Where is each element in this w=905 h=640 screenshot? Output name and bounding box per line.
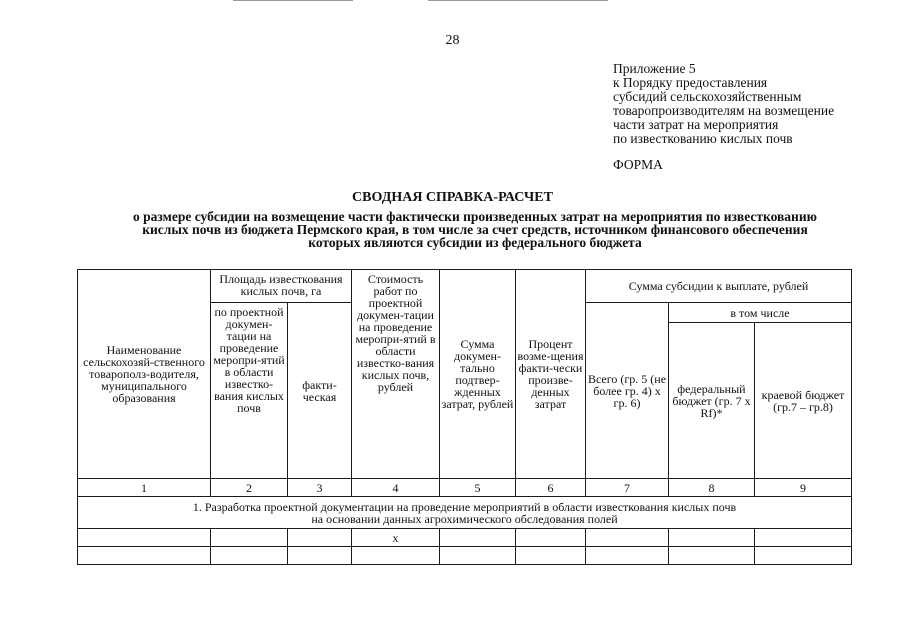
section-heading-line: 1. Разработка проектной документации на проведение мероприятий в области известкования кислых почв: [192, 499, 737, 514]
document-title: СВОДНАЯ СПРАВКА-РАСЧЕТ: [352, 190, 553, 205]
column-number: 6: [516, 479, 586, 497]
appendix-line: по известкованию кислых почв: [613, 131, 793, 146]
table-cell: [755, 547, 852, 565]
appendix-line: субсидий сельскохозяйственным: [613, 89, 802, 104]
table-cell: [516, 529, 586, 547]
column-number: 2: [211, 479, 288, 497]
header-area-actual: факти-ческая: [288, 303, 352, 479]
calculation-table: [77, 269, 852, 565]
appendix-line: Приложение 5: [613, 61, 696, 76]
table-cell: [288, 529, 352, 547]
subtitle-line: о размере субсидии на возмещение части фактически произведенных затрат на мероприятия по известкованию: [133, 209, 817, 224]
table-cell: x: [352, 529, 440, 547]
page-number: 28: [445, 33, 460, 48]
subtitle-line: кислых почв из бюджета Пермского края, в том числе за счет средств, источником финансового обеспечения: [142, 222, 808, 237]
scan-edge-line-left: [233, 0, 353, 1]
table-cell: [669, 529, 755, 547]
header-including: в том числе: [669, 303, 852, 323]
table-cell: [586, 547, 669, 565]
table-cell: [78, 547, 211, 565]
header-project-cost: Стоимость работ по проектной докумен-тации на проведение меропри-ятий в области известко-вания кислых почв, рублей: [352, 270, 440, 479]
column-number: 5: [440, 479, 516, 497]
column-number: 3: [288, 479, 352, 497]
section-heading-line: на основании данных агрохимического обследования полей: [311, 511, 618, 526]
table-cell: [516, 547, 586, 565]
table-cell: [440, 547, 516, 565]
header-area-project: по проектной докумен-тации на проведение меропри-ятий в области известко-вания кислых почв: [211, 303, 288, 479]
header-federal-budget: федеральный бюджет (гр. 7 x Rf)*: [669, 323, 755, 479]
table-cell: [669, 547, 755, 565]
column-number: 4: [352, 479, 440, 497]
table-cell: [352, 547, 440, 565]
table-cell: [288, 547, 352, 565]
section-heading: [78, 497, 852, 529]
subtitle-line: которых являются субсидии из федерального бюджета: [308, 235, 642, 250]
scan-edge-line-right: [428, 0, 608, 1]
appendix-line: к Порядку предоставления: [613, 75, 768, 90]
column-number: 8: [669, 479, 755, 497]
table-cell: [211, 547, 288, 565]
header-regional-budget: краевой бюджет (гр.7 – гр.8): [755, 323, 852, 479]
document-subtitle: [70, 210, 880, 249]
appendix-line: части затрат на мероприятия: [613, 117, 779, 132]
table-cell: [211, 529, 288, 547]
header-reimbursement-percent: Процент возме-щения факти-чески произве-денных затрат: [516, 270, 586, 479]
table-cell: [755, 529, 852, 547]
column-number: 9: [755, 479, 852, 497]
header-subsidy-group: Сумма субсидии к выплате, рублей: [586, 270, 852, 303]
table-cell: [586, 529, 669, 547]
table-cell: [440, 529, 516, 547]
form-label: ФОРМА: [613, 157, 663, 172]
column-number: 1: [78, 479, 211, 497]
table-cell: [78, 529, 211, 547]
header-subsidy-total: Всего (гр. 5 (не более гр. 4) x гр. 6): [586, 303, 669, 479]
column-number: 7: [586, 479, 669, 497]
appendix-line: товаропроизводителям на возмещение: [613, 103, 835, 118]
header-confirmed-costs: Сумма докумен-тально подтвер-жденных затрат, рублей: [440, 270, 516, 479]
header-producer-name: Наименование сельскохозяй-ственного товарополз-водителя, муниципального образования: [78, 270, 211, 479]
appendix-note: [613, 62, 834, 146]
header-area-group: Площадь известкования кислых почв, га: [211, 270, 352, 303]
